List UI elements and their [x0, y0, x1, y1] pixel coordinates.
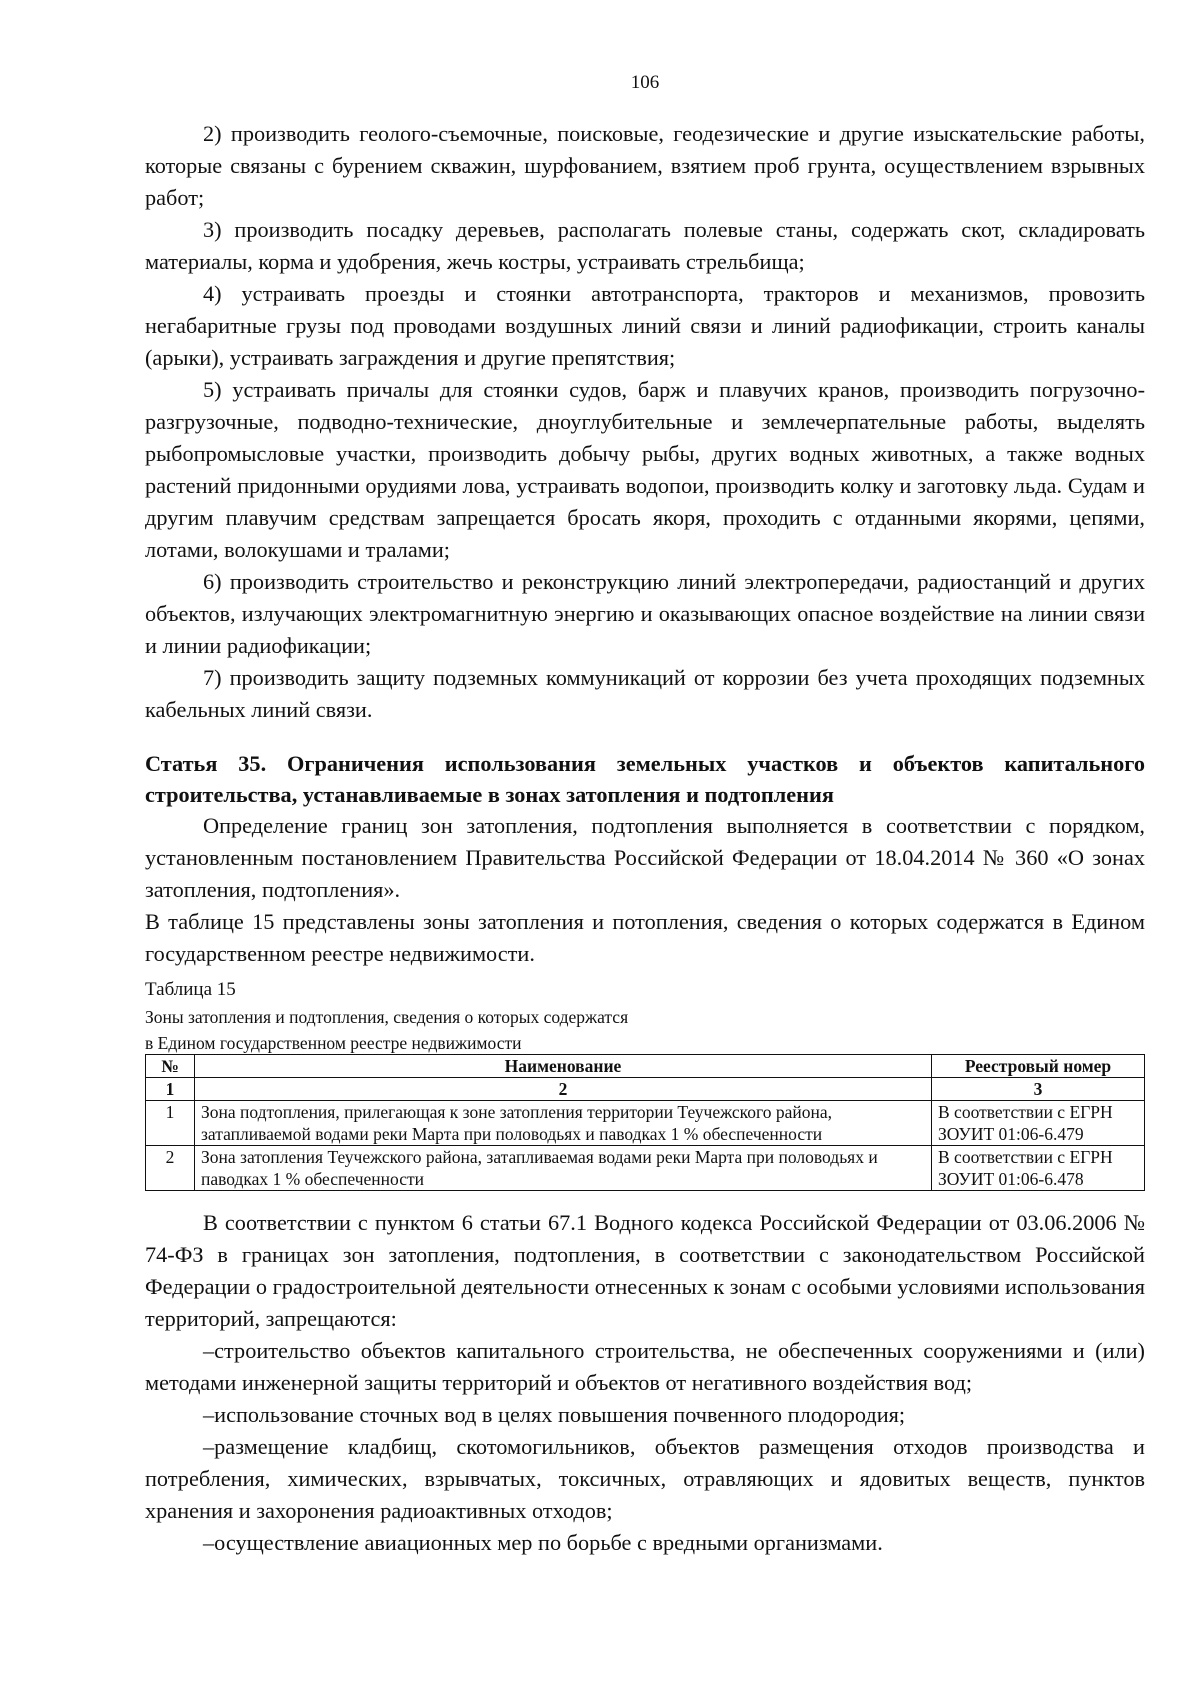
- column-number-cell: 1: [146, 1078, 195, 1101]
- list-item: 2) производить геолого-съемочные, поисковые, геодезические и другие изыскательские работы, которые связаны с бурением скважин, шурфованием, взятием проб грунта, осуществлением взрывных работ;: [145, 121, 1145, 210]
- row-registry-cell: В соответствии с ЕГРН ЗОУИТ 01:06-6.478: [932, 1146, 1145, 1191]
- table-row: [146, 1101, 1145, 1146]
- restriction-item: –размещение кладбищ, скотомогильников, объектов размещения отходов производства и потребления, химических, взрывчатых, токсичных, отравляющих и ядовитых веществ, пунктов хранения и захоронения радиоактивных отходов;: [145, 1434, 1145, 1523]
- list-item: 5) устраивать причалы для стоянки судов, барж и плавучих кранов, производить погрузочно-разгрузочные, подводно-технические, дноуглубительные и землечерпательные работы, выделять рыбопромысловые участки, производить добычу рыбы, других водных животных, а также водных растений придонными орудиями лова, устраивать водопои, производить колку и заготовку льда. Судам и другим плавучим средствам запрещается бросать якоря, проходить с отданными якорями, цепями, лотами, волокушами и тралами;: [145, 377, 1145, 562]
- article-paragraph: Определение границ зон затопления, подтопления выполняется в соответствии с порядком, установленным постановлением Правительства Российской Федерации от 18.04.2014 № 360 «О зонах затопления, подтопления».: [145, 813, 1145, 902]
- column-number-cell: 2: [195, 1078, 932, 1101]
- table-row: [146, 1146, 1145, 1191]
- page-number: 106: [630, 72, 660, 93]
- row-name-cell: Зона подтопления, прилегающая к зоне затопления территории Теучежского района, затапливаемой водами реки Марта при половодьях и паводках 1 % обеспеченности: [195, 1101, 932, 1146]
- list-item: 6) производить строительство и реконструкцию линий электропередачи, радиостанций и других объектов, излучающих электромагнитную энергию и оказывающих опасное воздействие на линии связи и линии радиофикации;: [145, 569, 1145, 658]
- restrictions-intro: В соответствии с пунктом 6 статьи 67.1 Водного кодекса Российской Федерации от 03.06.2006 № 74-ФЗ в границах зон затопления, подтопления, в соответствии с законодательством Российской Федерации о градостроительной деятельности отнесенных к зонам с особыми условиями использования территорий, запрещаются:: [145, 1210, 1145, 1331]
- row-name-cell: Зона затопления Теучежского района, затапливаемая водами реки Марта при половодьях и паводках 1 % обеспеченности: [195, 1146, 932, 1191]
- list-item: 3) производить посадку деревьев, располагать полевые станы, содержать скот, складировать материалы, корма и удобрения, жечь костры, устраивать стрельбища;: [145, 217, 1145, 274]
- row-number-cell: 1: [146, 1101, 195, 1146]
- list-item: 4) устраивать проезды и стоянки автотранспорта, тракторов и механизмов, провозить негабаритные грузы под проводами воздушных линий связи и линий радиофикации, строить каналы (арыки), устраивать заграждения и другие препятствия;: [145, 281, 1145, 370]
- header-cell: Реестровый номер: [932, 1055, 1145, 1078]
- zones-table: [145, 1054, 1145, 1191]
- table-header-row: [146, 1055, 1145, 1078]
- document-body: [145, 118, 1145, 1559]
- table-label: Таблица 15: [145, 979, 236, 1000]
- restriction-item: –строительство объектов капитального строительства, не обеспеченных сооружениями и (или) методами инженерной защиты территорий и объектов от негативного воздействия вод;: [145, 1338, 1145, 1395]
- table-title-line: в Едином государственном реестре недвижимости: [145, 1033, 522, 1053]
- header-cell: Наименование: [195, 1055, 932, 1078]
- column-number-cell: 3: [932, 1078, 1145, 1101]
- row-registry-cell: В соответствии с ЕГРН ЗОУИТ 01:06-6.479: [932, 1101, 1145, 1146]
- table-title-line: Зоны затопления и подтопления, сведения о которых содержатся: [145, 1007, 629, 1027]
- article-paragraph: В таблице 15 представлены зоны затопления и потопления, сведения о которых содержатся в Едином государственном реестре недвижимости.: [145, 909, 1145, 966]
- table-column-number-row: [146, 1078, 1145, 1101]
- restriction-item: –осуществление авиационных мер по борьбе с вредными организмами.: [203, 1530, 883, 1555]
- list-item: 7) производить защиту подземных коммуникаций от коррозии без учета проходящих подземных кабельных линий связи.: [145, 665, 1145, 722]
- restriction-item: –использование сточных вод в целях повышения почвенного плодородия;: [203, 1402, 906, 1427]
- article-heading: Статья 35. Ограничения использования земельных участков и объектов капитального строительства, устанавливаемые в зонах затопления и подтопления: [145, 751, 1145, 807]
- header-cell: №: [146, 1055, 195, 1078]
- row-number-cell: 2: [146, 1146, 195, 1191]
